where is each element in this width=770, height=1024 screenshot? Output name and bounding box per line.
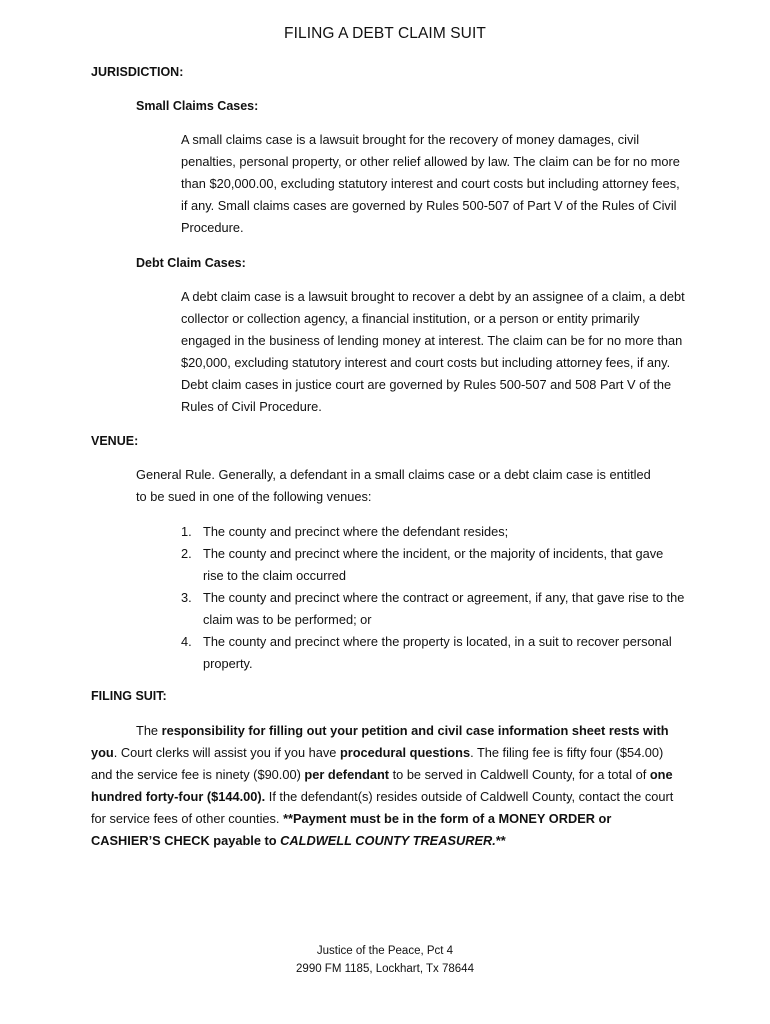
list-item: 1. The county and precinct where the defendant resides; xyxy=(181,524,509,539)
filing-suit-heading: FILING SUIT: xyxy=(91,689,167,703)
footer-office: Justice of the Peace, Pct 4 xyxy=(316,945,454,957)
venue-intro: General Rule. Generally, a defendant in a small claims case or a debt claim case is entitled to be sued in one of the following venues: xyxy=(136,467,651,504)
debt-claim-heading: Debt Claim Cases: xyxy=(136,256,246,270)
list-item: 2. The county and precinct where the incident, or the majority of incidents, that gave rise to the claim occurred xyxy=(181,546,664,583)
page-title: FILING A DEBT CLAIM SUIT xyxy=(284,25,486,42)
small-claims-heading: Small Claims Cases: xyxy=(136,99,259,113)
footer-address xyxy=(0,942,770,978)
small-claims-paragraph: A small claims case is a lawsuit brought for the recovery of money damages, civil penalties, personal property, or other relief allowed by law. The claim can be for no more than $20,000.00, excluding statutory interest and court costs but including attorney fees, if any. Small claims cases are governed by Rules 500-507 of Part V of the Rules of Civil Procedure. xyxy=(181,132,680,235)
debt-claim-paragraph: A debt claim case is a lawsuit brought to recover a debt by an assignee of a claim, a debt collector or collection agency, a financial institution, or a person or entity primarily engaged in the business of lending money at interest. The claim can be for no more than $20,000, excluding statutory interest and court costs but including attorney fees, if any. Debt claim cases in justice court are governed by Rules 500-507 and 508 Part V of the Rules of Civil Procedure. xyxy=(181,289,685,414)
jurisdiction-heading: JURISDICTION: xyxy=(91,65,184,79)
list-item: 4. The county and precinct where the property is located, in a suit to recover personal property. xyxy=(181,634,672,671)
footer-street: 2990 FM 1185, Lockhart, Tx 78644 xyxy=(296,963,474,975)
filing-suit-paragraph: The responsibility for filling out your petition and civil case information sheet rests with you. Court clerks will assist you if you have procedural questions. The filing fee is fifty four ($54.00) and the service fee is ninety ($90.00) per defendant to be served in Caldwell County, for a total of one hundred forty-four ($144.00). If the defendant(s) resides outside of Caldwell County, contact the court for service fees of other counties. **Payment must be in the form of a MONEY ORDER or CASHIER’S CHECK payable to CALDWELL COUNTY TREASURER.** xyxy=(91,723,674,848)
list-item: 3. The county and precinct where the contract or agreement, if any, that gave rise to the claim was to be performed; or xyxy=(181,590,685,627)
venue-heading: VENUE: xyxy=(91,434,139,448)
venue-list xyxy=(181,521,686,675)
